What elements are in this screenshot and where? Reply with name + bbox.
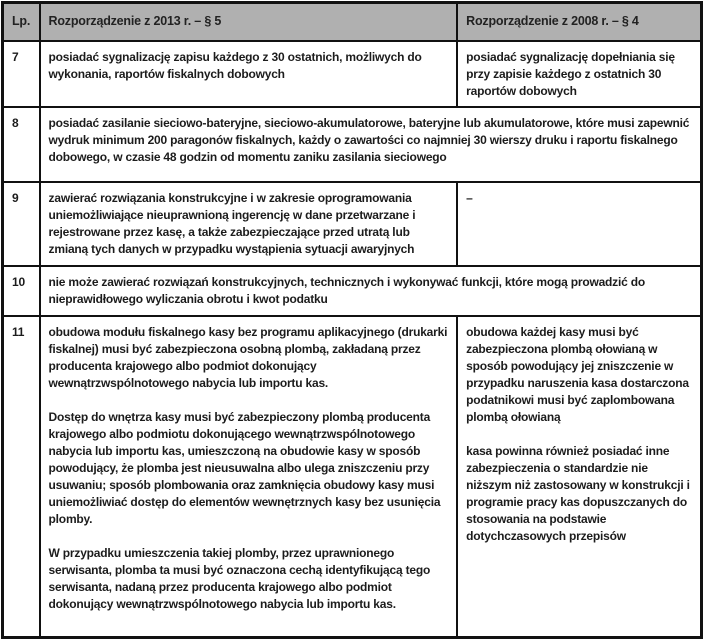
cell-merged: posiadać zasilanie sieciowo-bateryjne, sieciowo-akumulatorowe, bateryjne lub akumulatorowe, które musi zapewnić wydruk minimum 200 paragonów fiskalnych, każdy o zawartości co najmniej 30 wierszy druku i raportu fiskalnego dobowego, w czasie 48 godzin od momentu zaniku zasilania sieciowego (40, 107, 702, 182)
cell-reg2013: zawierać rozwiązania konstrukcyjne i w zakresie oprogramowania uniemożliwiające nieuprawnioną ingerencję w dane przetwarzane i rejestrowane przez kasę, a także zabezpieczające przed utratą lub zmianą tych danych w przypadku wystąpienia sytuacji awaryjnych (40, 182, 458, 266)
row-number: 8 (3, 107, 40, 182)
header-row (3, 3, 702, 41)
table-row (3, 316, 702, 637)
paragraph: obudowa modułu fiskalnego kasy bez programu aplikacyjnego (drukarki fiskalnej) musi być zabezpieczona osobną plombą, zakładaną przez producenta krajowego albo podmiot dokonujący wewnątrzwspólnotowego nabycia lub importu kas. (48, 325, 448, 391)
cell-reg2008: posiadać sygnalizację dopełniania się przy zapisie każdego z ostatnich 30 raportów dobowych (457, 41, 701, 108)
paragraph: Dostęp do wnętrza kasy musi być zabezpieczony plombą producenta krajowego albo podmiotu dokonującego wewnątrzwspólnotowego nabycia lub importu kas, umieszczoną na obudowie kasy w sposób powodujący, że plomba jest nieusuwalna albo ulega zniszczeniu przy usuwaniu; sposób plombowania oraz zamknięcia obudowy kasy musi uniemożliwiać dostęp do elementów wewnętrznych kasy bez usunięcia plomby. (48, 410, 441, 527)
cell-reg2008: – (457, 182, 701, 266)
row-number: 9 (3, 182, 40, 266)
header-lp: Lp. (3, 3, 40, 41)
table-row (3, 107, 702, 182)
table-row (3, 182, 702, 266)
cell-reg2013: posiadać sygnalizację zapisu każdego z 30 ostatnich, możliwych do wykonania, raportów fiskalnych dobowych (40, 41, 458, 108)
paragraph: W przypadku umieszczenia takiej plomby, przez uprawnionego serwisanta, plomba ta musi być oznaczona cechą identyfikującą tego serwisanta, nadaną przez producenta krajowego albo podmiot dokonujący wewnątrzwspólnotowego nabycia lub importu kas. (48, 546, 431, 612)
paragraph: obudowa każdej kasy musi być zabezpieczona plombą ołowianą w sposób powodujący jej zniszczenie w przypadku naruszenia kasa dostarczona podatnikowi musi być zaplombowana plombą ołowianą (466, 325, 689, 425)
row-number: 11 (3, 316, 40, 637)
regulations-comparison-table (1, 1, 703, 639)
header-regulation-2008: Rozporządzenie z 2008 r. – § 4 (457, 3, 701, 41)
table-row (3, 266, 702, 317)
row-number: 7 (3, 41, 40, 108)
header-regulation-2013: Rozporządzenie z 2013 r. – § 5 (40, 3, 458, 41)
table-row (3, 41, 702, 108)
cell-reg2013 (40, 316, 458, 637)
table-header (3, 3, 702, 41)
paragraph: kasa powinna również posiadać inne zabezpieczenia o standardzie nie niższym niż zastosowany w konstrukcji i programie pracy kas dopuszczanych do stosowania na podstawie dotychczasowych przepisów (466, 444, 690, 544)
row-number: 10 (3, 266, 40, 317)
cell-reg2008 (457, 316, 701, 637)
cell-merged: nie może zawierać rozwiązań konstrukcyjnych, technicznych i wykonywać funkcji, które mogą prowadzić do nieprawidłowego wyliczania obrotu i kwot podatku (40, 266, 702, 317)
